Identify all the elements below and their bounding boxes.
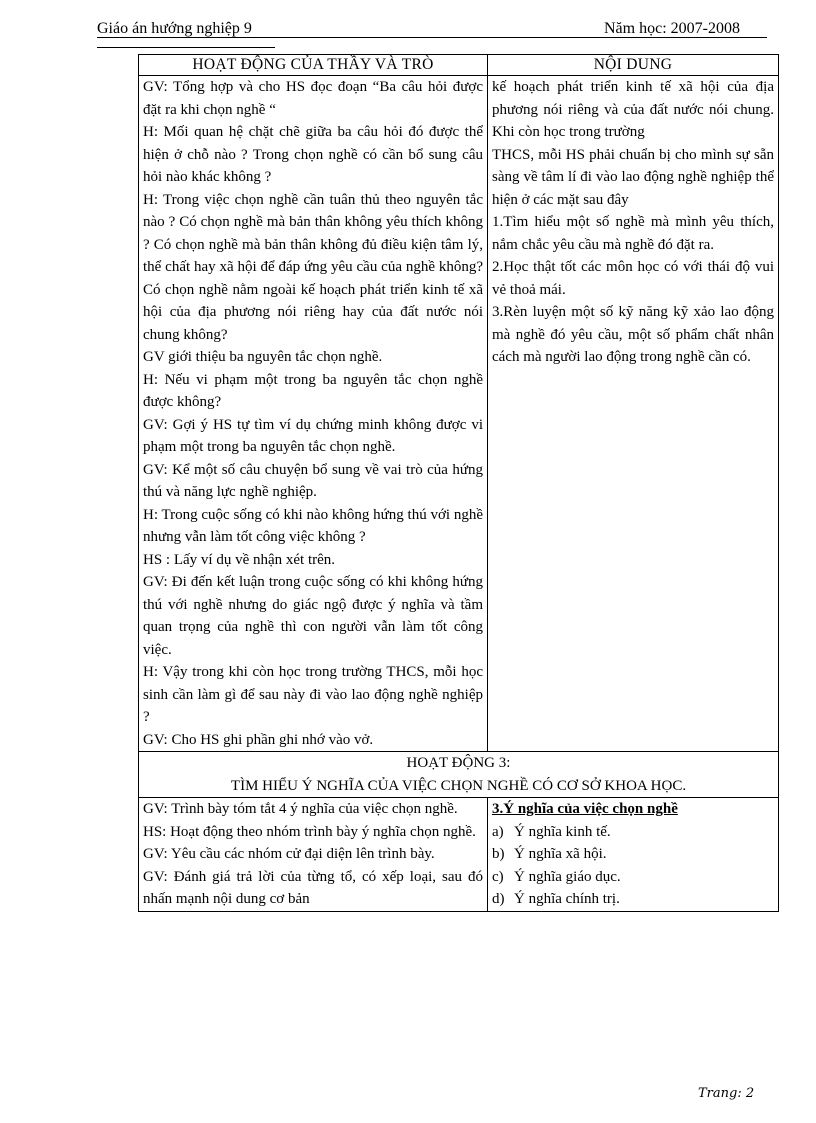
activities-cell-b — [139, 798, 488, 912]
lesson-table — [138, 54, 779, 912]
table-row — [139, 798, 779, 912]
list-marker: c) — [492, 868, 504, 885]
list-marker: d) — [492, 891, 505, 907]
section-row — [139, 752, 779, 798]
activities-cell — [139, 76, 488, 752]
section-title-line1: HOẠT ĐỘNG 3: — [406, 755, 511, 771]
content-cell — [488, 76, 779, 752]
list-text: Ý nghĩa xã hội. — [514, 846, 607, 862]
header-left: Giáo án hướng nghiệp 9 — [97, 20, 252, 37]
table-row — [139, 76, 779, 752]
list-item — [492, 888, 774, 911]
activity-line: H: Mối quan hệ chặt chẽ giữa ba câu hỏi đó được thể hiện ở chỗ nào ? Trong chọn nghề có cần bổ sung câu hỏi nào khác không ? — [143, 124, 483, 185]
content-cell-b — [488, 798, 779, 912]
list-marker: b) — [492, 846, 505, 862]
meaning-list — [492, 821, 774, 911]
activity-line: GV: Yêu cầu các nhóm cử đại diện lên trình bày. — [143, 846, 435, 862]
content-line: 1.Tìm hiểu một số nghề mà mình yêu thích, nắm chắc yêu cầu mà nghề đó đặt ra. — [492, 214, 774, 253]
list-item — [492, 843, 774, 866]
page-number: Trang: 2 — [698, 1086, 755, 1101]
activity-line: HS : Lấy ví dụ về nhận xét trên. — [143, 551, 336, 568]
list-text: Ý nghĩa giáo dục. — [514, 868, 621, 885]
activity-line: HS: Hoạt động theo nhóm trình bày ý nghĩa chọn nghề. — [143, 823, 476, 840]
section-title — [139, 752, 779, 798]
meaning-heading: 3.Ý nghĩa của việc chọn nghề — [492, 801, 678, 817]
list-marker: a) — [492, 823, 504, 840]
section-title-line2: TÌM HIỂU Ý NGHĨA CỦA VIỆC CHỌN NGHỀ CÓ CƠ SỞ KHOA HỌC. — [230, 777, 687, 794]
content-line: THCS, mỗi HS phải chuẩn bị cho mình sự sẵn sàng về tâm lí đi vào lao động nghề nghiệp thể hiện ở các mặt sau đây — [492, 146, 774, 208]
content-line: 2.Học thật tốt các môn học có với thái độ vui vẻ thoả mái. — [492, 259, 774, 298]
content-line: kế hoạch phát triển kinh tế xã hội của địa phương nói riêng và của đất nước nói chung. Khi còn học trong trường — [492, 79, 774, 140]
activity-line: H: Vậy trong khi còn học trong trường THCS, mỗi học sinh cần làm gì để sau này đi vào lao động nghề nghiệp ? — [143, 664, 483, 725]
header-rule — [97, 37, 767, 38]
header-right: Năm học: 2007-2008 — [604, 20, 740, 37]
col-content-title: NỘI DUNG — [488, 55, 779, 76]
activity-line: GV: Cho HS ghi phần ghi nhớ vào vở. — [143, 731, 374, 748]
list-text: Ý nghĩa chính trị. — [514, 891, 620, 907]
list-text: Ý nghĩa kinh tế. — [514, 823, 611, 840]
table-header-row — [139, 55, 779, 76]
activity-line: GV: Tổng hợp và cho HS đọc đoạn “Ba câu hỏi được đặt ra khi chọn nghề “ — [143, 79, 483, 118]
col-activities-title: HOẠT ĐỘNG CỦA THẦY VÀ TRÒ — [139, 55, 488, 76]
header-underline — [97, 47, 275, 48]
activity-line: H: Trong việc chọn nghề cần tuân thủ theo nguyên tắc nào ? Có chọn nghề mà bản thân không yêu thích không ? Có chọn nghề mà bản thân không đủ điều kiện tâm lý, thể chất hay xã hội để đáp ứng yêu cầu của nghề không? Có chọn nghề nằm ngoài kế hoạch phát triển kinh tế xã hội của địa phương nói riêng hay của đất nước nói chung không? — [143, 191, 483, 343]
activity-line: GV: Gợi ý HS tự tìm ví dụ chứng minh không được vi phạm một trong ba nguyên tắc chọn nghề. — [143, 416, 483, 455]
activity-line: GV: Kể một số câu chuyện bổ sung về vai trò của hứng thú và năng lực nghề nghiệp. — [143, 461, 483, 500]
content-line: 3.Rèn luyện một số kỹ năng kỹ xảo lao động mà nghề đó yêu cầu, một số phẩm chất nhân cách mà người lao động trong nghề cần có. — [492, 304, 774, 365]
activity-line: H: Nếu vi phạm một trong ba nguyên tắc chọn nghề được không? — [143, 371, 483, 410]
activity-line: GV: Trình bày tóm tắt 4 ý nghĩa của việc chọn nghề. — [143, 801, 458, 817]
list-item — [492, 866, 774, 889]
activity-line: H: Trong cuộc sống có khi nào không hứng thú với nghề nhưng vẫn làm tốt công việc không ? — [143, 506, 483, 545]
list-item — [492, 821, 774, 844]
activity-line: GV giới thiệu ba nguyên tắc chọn nghề. — [143, 349, 383, 365]
activity-line: GV: Đánh giá trả lời của từng tổ, có xếp loại, sau đó nhấn mạnh nội dung cơ bản — [143, 868, 483, 907]
activity-line: GV: Đi đến kết luận trong cuộc sống có khi không hứng thú với nghề nhưng do giác ngộ được ý nghĩa và tầm quan trọng của nghề thì con người vẫn làm tốt công việc. — [143, 574, 483, 658]
